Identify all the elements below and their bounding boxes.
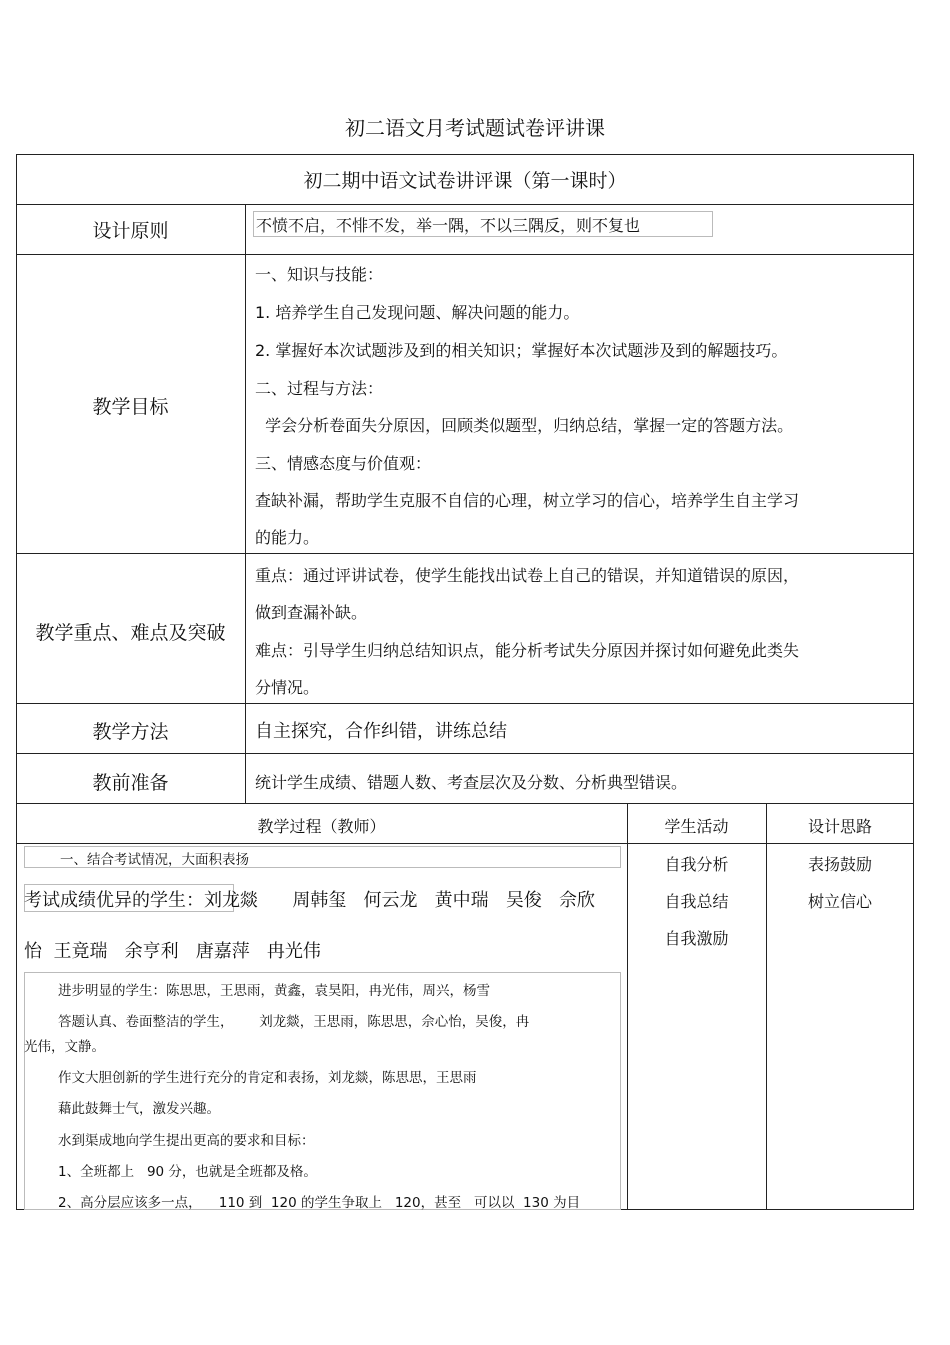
- row-divider: [16, 753, 914, 754]
- process-line: 藉此鼓舞士气，激发兴趣。: [58, 1101, 220, 1117]
- lesson-title: 初二期中语文试卷讲评课（第一课时）: [303, 170, 627, 192]
- goal-line: 二、过程与方法：: [255, 379, 384, 398]
- goal-line: 1. 培养学生自己发现问题、解决问题的能力。: [255, 303, 580, 322]
- key-point-line: 做到查漏补缺。: [255, 603, 368, 622]
- student-activity: 自我激励: [664, 929, 729, 948]
- document-title: 初二语文月考试题试卷评讲课: [345, 116, 605, 140]
- design-principle-label: 设计原则: [92, 220, 169, 242]
- method-text: 自主探究，合作纠错，讲练总结: [255, 721, 507, 742]
- design-principle-text: 不愤不启，不悱不发，举一隅，不以三隅反，则不复也: [256, 216, 641, 235]
- process-line: 答题认真、卷面整洁的学生， 刘龙燚，王思雨，陈思思，佘心怡，吴俊，冉: [58, 1014, 530, 1030]
- goal-line: 三、情感态度与价值观：: [255, 454, 432, 473]
- process-student-header: 学生活动: [664, 817, 729, 836]
- method-label: 教学方法: [92, 721, 169, 743]
- goal-line: 的能力。: [255, 528, 320, 547]
- key-point-line: 分情况。: [255, 678, 320, 697]
- process-line: 2、高分层应该多一点， 110 到 120 的学生争取上 120，甚至 可以以 130 为目: [58, 1195, 581, 1211]
- preparation-label: 教前准备: [92, 772, 169, 794]
- student-activity: 自我分析: [664, 855, 729, 874]
- goal-line: 查缺补漏，帮助学生克服不自信的心理，树立学习的信心，培养学生自主学习: [255, 491, 800, 510]
- row-divider: [16, 703, 914, 704]
- row-divider: [16, 254, 914, 255]
- row-divider: [16, 553, 914, 554]
- key-points-label: 教学重点、难点及突破: [35, 622, 226, 644]
- student-activity: 自我总结: [664, 892, 729, 911]
- process-line: 水到渠成地向学生提出更高的要求和目标：: [58, 1133, 315, 1149]
- process-line: 进步明显的学生：陈思思，王思雨，黄鑫，袁昊阳，冉光伟，周兴，杨雪: [58, 983, 490, 999]
- teaching-goals-label: 教学目标: [92, 396, 169, 418]
- section-heading: 一、结合考试情况，大面积表扬: [60, 852, 249, 868]
- key-point-line: 难点：引导学生归纳总结知识点，能分析考试失分原因并探讨如何避免此类失: [255, 641, 800, 660]
- process-line: 作文大胆创新的学生进行充分的肯定和表扬，刘龙燚，陈思思，王思雨: [58, 1070, 477, 1086]
- design-idea: 树立信心: [807, 892, 872, 911]
- process-design-header: 设计思路: [807, 817, 872, 836]
- process-teacher-header: 教学过程（教师）: [257, 817, 386, 836]
- key-point-line: 重点：通过评讲试卷，使学生能找出试卷上自己的错误，并知道错误的原因，: [255, 566, 800, 585]
- preparation-text: 统计学生成绩、错题人数、考查层次及分数、分析典型错误。: [255, 773, 688, 792]
- row-divider: [16, 803, 914, 804]
- process-line: 光伟，文静。: [24, 1039, 105, 1055]
- row-divider: [16, 204, 914, 205]
- column-divider: [245, 204, 246, 803]
- design-idea: 表扬鼓励: [807, 855, 872, 874]
- process-line: 1、全班都上 90 分，也就是全班都及格。: [58, 1164, 317, 1180]
- row-divider: [16, 843, 914, 844]
- excellent-students-line: 怡 王竟瑞 余亨利 唐嘉萍 冉光伟: [24, 941, 321, 962]
- goal-line: 学会分析卷面失分原因，回顾类似题型，归纳总结，掌握一定的答题方法。: [255, 416, 794, 435]
- excellent-students-line: 考试成绩优异的学生：刘龙燚 周韩玺 何云龙 黄中瑞 吴俊 佘欣: [24, 890, 595, 911]
- goal-line: 2. 掌握好本次试题涉及到的相关知识；掌握好本次试题涉及到的解题技巧。: [255, 341, 788, 360]
- goal-line: 一、知识与技能：: [255, 265, 384, 284]
